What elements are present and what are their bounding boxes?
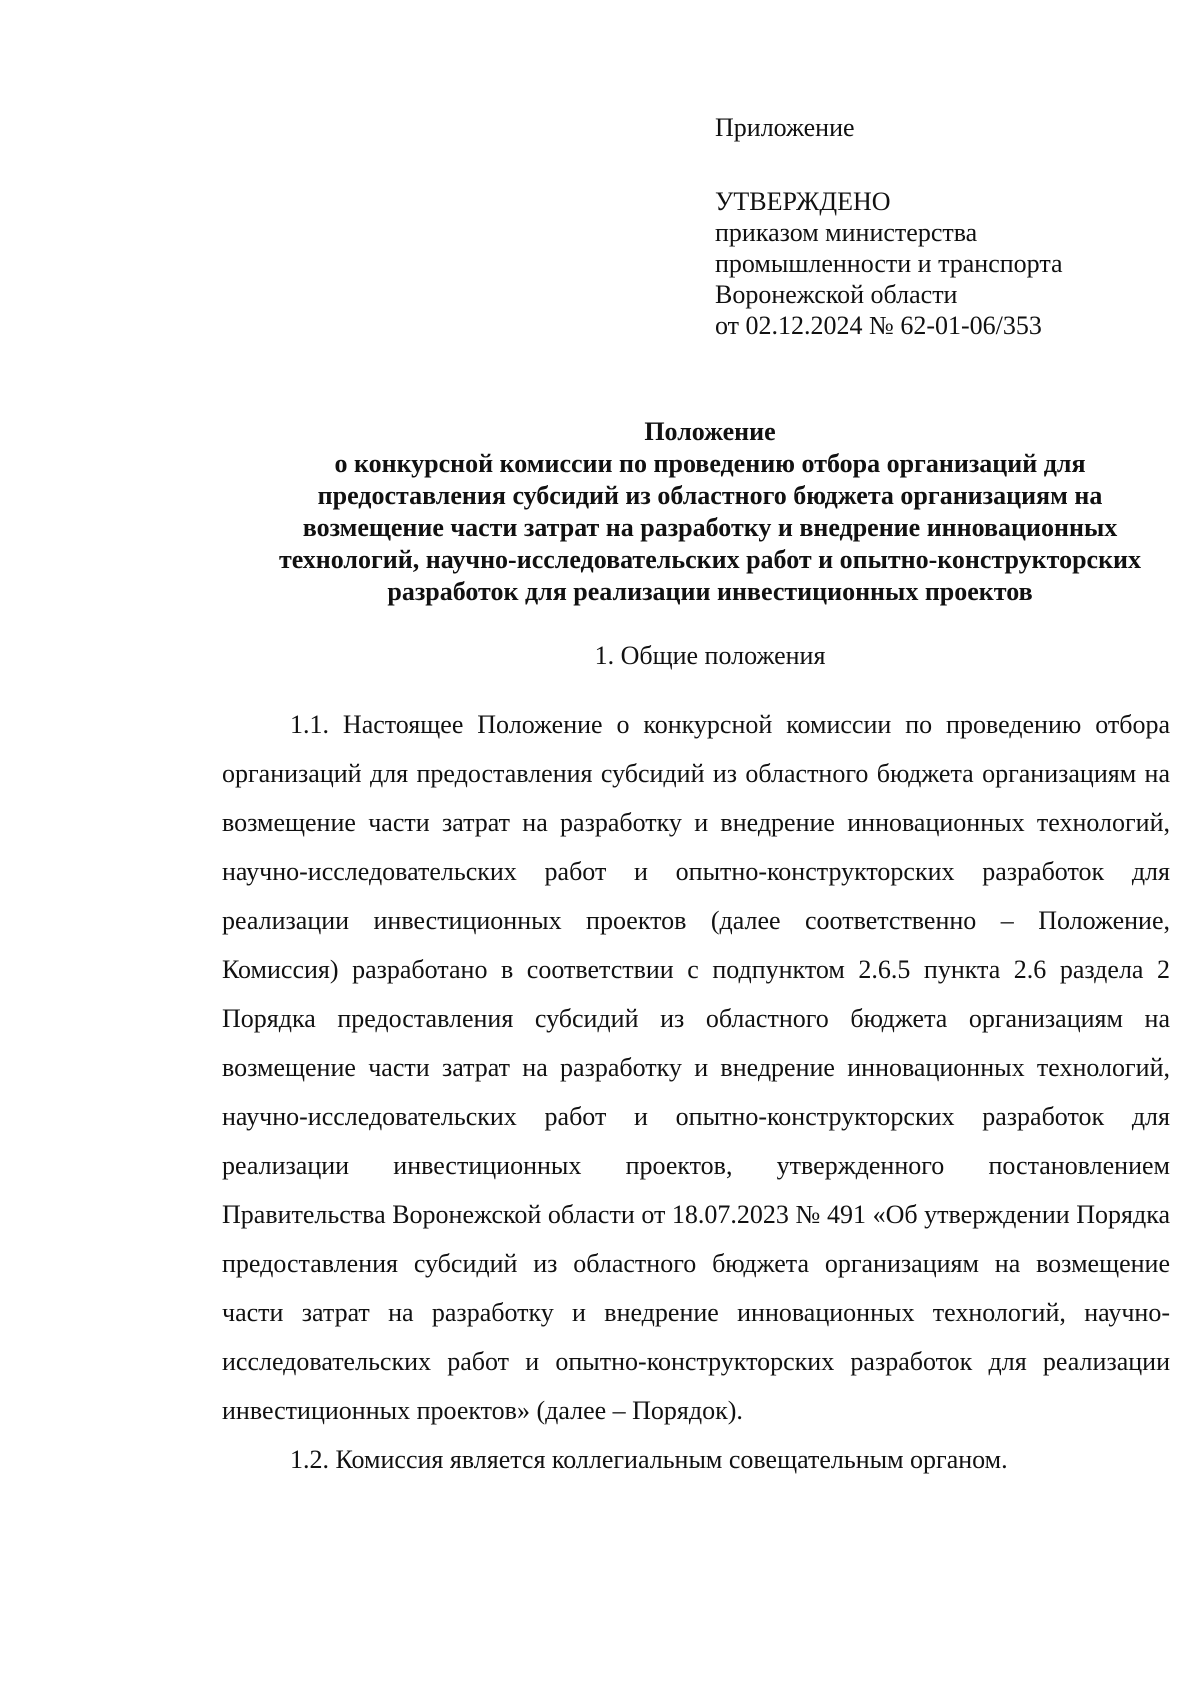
approval-order-number: от 02.12.2024 № 62-01-06/353 bbox=[715, 311, 1042, 340]
document-body bbox=[222, 700, 1170, 1484]
title-line: разработок для реализации инвестиционных проектов bbox=[387, 577, 1033, 606]
title-line: технологий, научно-исследовательских работ и опытно-конструкторских bbox=[278, 545, 1142, 574]
document-title bbox=[230, 416, 1190, 608]
paragraph-1-1: 1.1. Настоящее Положение о конкурсной комиссии по проведению отбора организаций для предоставления субсидий из областного бюджета организациям на возмещение части затрат на разработку и внедрение инновационных технологий, научно-исследовательских работ и опытно-конструкторских разработок для реализации инвестиционных проектов (далее соответственно – Положение, Комиссия) разработано в соответствии с подпунктом 2.6.5 пункта 2.6 раздела 2 Порядка предоставления субсидий из областного бюджета организациям на возмещение части затрат на разработку и внедрение инновационных технологий, научно-исследовательских работ и опытно-конструкторских разработок для реализации инвестиционных проектов, утвержденного постановлением Правительства Воронежской области от 18.07.2023 № 491 «Об утверждении Порядка предоставления субсидий из областного бюджета организациям на возмещение части затрат на разработку и внедрение инновационных технологий, научно-исследовательских работ и опытно-конструкторских разработок для реализации инвестиционных проектов» (далее – Порядок). bbox=[222, 710, 1170, 1425]
title-line: Положение bbox=[644, 417, 776, 446]
title-line: предоставления субсидий из областного бюджета организациям на bbox=[317, 481, 1103, 510]
title-line: о конкурсной комиссии по проведению отбора организаций для bbox=[334, 449, 1086, 478]
title-line: возмещение части затрат на разработку и внедрение инновационных bbox=[302, 513, 1118, 542]
section-heading: 1. Общие положения bbox=[594, 641, 826, 670]
approval-line: приказом министерства bbox=[715, 218, 978, 247]
approval-line: Воронежской области bbox=[715, 280, 958, 309]
approved-label: УТВЕРЖДЕНО bbox=[715, 187, 891, 216]
approval-line: промышленности и транспорта bbox=[715, 249, 1063, 278]
paragraph-1-2: 1.2. Комиссия является коллегиальным совещательным органом. bbox=[290, 1445, 1008, 1474]
approval-block bbox=[715, 112, 1063, 341]
appendix-label: Приложение bbox=[715, 113, 855, 142]
